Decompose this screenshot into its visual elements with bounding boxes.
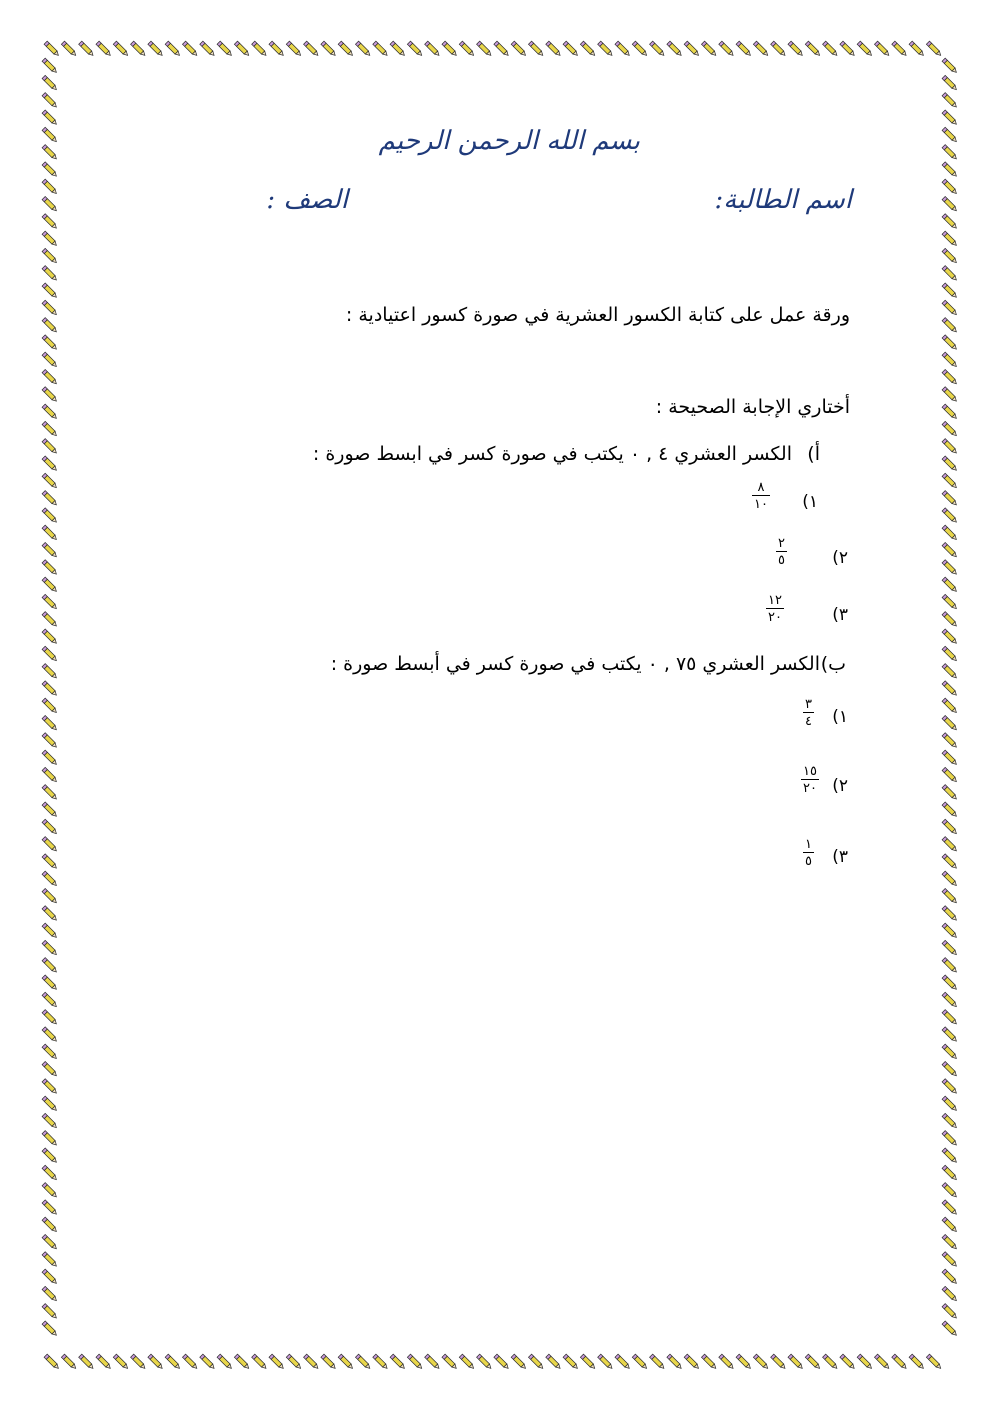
fraction-denominator: ٥ (778, 553, 785, 568)
pencil-icon (942, 369, 958, 385)
pencil-icon (942, 196, 958, 212)
pencil-icon (234, 1354, 250, 1370)
option-label: ١) (832, 707, 848, 727)
pencil-icon (701, 1354, 717, 1370)
pencil-icon (42, 58, 58, 74)
pencil-icon (942, 923, 958, 939)
pencil-icon (546, 1354, 562, 1370)
pencil-icon (942, 318, 958, 334)
pencil-icon (338, 41, 354, 57)
pencil-icon (42, 1304, 58, 1320)
pencil-icon (942, 992, 958, 1008)
pencil-icon (286, 1354, 302, 1370)
pencil-icon (874, 1354, 890, 1370)
pencil-icon (113, 41, 129, 57)
pencil-icon (942, 508, 958, 524)
pencil-icon (892, 41, 908, 57)
pencil-icon (42, 127, 58, 143)
pencil-icon (942, 785, 958, 801)
pencil-icon (131, 41, 147, 57)
pencil-icon (304, 1354, 320, 1370)
pencil-icon (667, 1354, 683, 1370)
pencil-icon (42, 456, 58, 472)
pencil-icon (942, 888, 958, 904)
pencil-icon (942, 542, 958, 558)
pencil-icon (42, 733, 58, 749)
pencil-icon (942, 1061, 958, 1077)
pencil-icon (942, 179, 958, 195)
pencil-icon (511, 1354, 527, 1370)
pencil-icon (942, 1200, 958, 1216)
pencil-icon (442, 1354, 458, 1370)
pencil-icon (373, 41, 389, 57)
pencil-icon (42, 1165, 58, 1181)
pencil-icon (113, 1354, 129, 1370)
pencil-icon (42, 560, 58, 576)
pencil-icon (42, 1234, 58, 1250)
pencil-icon (942, 421, 958, 437)
pencil-icon (42, 231, 58, 247)
pencil-icon (494, 1354, 510, 1370)
fraction-denominator: ٢٠ (803, 781, 817, 796)
pencil-icon (736, 41, 752, 57)
pencil-icon (44, 1354, 60, 1370)
fraction (776, 537, 787, 567)
pencil-icon (42, 404, 58, 420)
pencil-icon (42, 283, 58, 299)
pencil-icon (942, 975, 958, 991)
pencil-icon (942, 145, 958, 161)
question-b-marker: ب) (820, 653, 846, 675)
pencil-icon (338, 1354, 354, 1370)
pencil-icon (42, 975, 58, 991)
pencil-icon (425, 1354, 441, 1370)
pencil-icon (942, 1252, 958, 1268)
pencil-icon (909, 1354, 925, 1370)
fraction (803, 698, 814, 728)
pencil-icon (42, 93, 58, 109)
fraction-denominator: ٢٠ (768, 610, 782, 625)
pencil-icon (286, 41, 302, 57)
pencil-icon (942, 491, 958, 507)
pencil-icon (942, 958, 958, 974)
pencil-icon (857, 1354, 873, 1370)
pencil-icon (42, 1131, 58, 1147)
pencil-icon (942, 387, 958, 403)
pencil-icon (942, 1079, 958, 1095)
pencil-icon (942, 248, 958, 264)
pencil-icon (942, 1217, 958, 1233)
pencil-icon (942, 1113, 958, 1129)
pencil-icon (942, 231, 958, 247)
pencil-icon (942, 300, 958, 316)
pencil-icon (96, 41, 112, 57)
pencil-icon (355, 41, 371, 57)
pencil-icon (563, 41, 579, 57)
question-b-text: الكسر العشري ٧٥ , ٠ يكتب في صورة كسر في أبسط صورة : (330, 653, 820, 675)
pencil-icon (459, 41, 475, 57)
pencil-icon (165, 1354, 181, 1370)
pencil-icon (942, 1027, 958, 1043)
fraction-bar (803, 712, 814, 713)
pencil-icon (942, 802, 958, 818)
pencil-icon (96, 1354, 112, 1370)
pencil-icon (42, 508, 58, 524)
pencil-icon (42, 767, 58, 783)
pencil-icon (42, 1096, 58, 1112)
pencil-icon (615, 41, 631, 57)
pencil-icon (684, 41, 700, 57)
pencil-icon (942, 1148, 958, 1164)
pencil-icon (61, 41, 77, 57)
pencil-icon (42, 958, 58, 974)
pencil-icon (942, 1010, 958, 1026)
pencil-icon (942, 404, 958, 420)
pencil-icon (942, 1304, 958, 1320)
pencil-icon (42, 923, 58, 939)
pencil-icon (42, 750, 58, 766)
fraction-bar (801, 779, 819, 780)
option-label: ٣) (832, 847, 848, 867)
pencil-icon (942, 1096, 958, 1112)
pencil-icon (42, 1269, 58, 1285)
pencil-icon (840, 1354, 856, 1370)
pencil-icon (942, 352, 958, 368)
fraction-numerator: ١ (805, 837, 812, 852)
pencil-icon (42, 352, 58, 368)
fraction-bar (776, 551, 787, 552)
pencil-icon (42, 612, 58, 628)
pencil-icon (234, 41, 250, 57)
pencil-icon (771, 41, 787, 57)
pencil-icon (823, 1354, 839, 1370)
pencil-icon (42, 1200, 58, 1216)
pencil-icon (771, 1354, 787, 1370)
pencil-icon (942, 594, 958, 610)
pencil-icon (269, 1354, 285, 1370)
pencil-icon (942, 1131, 958, 1147)
pencil-icon (42, 577, 58, 593)
pencil-icon (942, 560, 958, 576)
pencil-icon (42, 940, 58, 956)
pencil-icon (942, 664, 958, 680)
pencil-icon (942, 733, 958, 749)
pencil-icon (42, 525, 58, 541)
class-label: الصف : (266, 185, 348, 215)
pencil-icon (42, 369, 58, 385)
fraction-bar (766, 608, 784, 609)
fraction (766, 594, 784, 624)
fraction-bar (752, 495, 770, 496)
pencil-icon (926, 1354, 942, 1370)
pencil-icon (753, 1354, 769, 1370)
pencil-icon (563, 1354, 579, 1370)
option-label: ٣) (832, 605, 848, 625)
pencil-icon (942, 456, 958, 472)
pencil-icon (494, 41, 510, 57)
fraction-bar (803, 852, 814, 853)
worksheet-title: ورقة عمل على كتابة الكسور العشرية في صورة كسور اعتيادية : (345, 304, 850, 326)
pencil-icon (321, 41, 337, 57)
pencil-icon (42, 110, 58, 126)
pencil-icon (148, 41, 164, 57)
question-a-marker: أ) (807, 443, 820, 465)
pencil-icon (42, 300, 58, 316)
pencil-icon (165, 41, 181, 57)
pencil-icon (874, 41, 890, 57)
pencil-icon (42, 248, 58, 264)
pencil-icon (42, 664, 58, 680)
pencil-icon (667, 41, 683, 57)
pencil-icon (736, 1354, 752, 1370)
pencil-icon (942, 715, 958, 731)
pencil-icon (182, 1354, 198, 1370)
pencil-icon (823, 41, 839, 57)
pencil-icon (701, 41, 717, 57)
pencil-icon (390, 1354, 406, 1370)
pencil-icon (42, 1079, 58, 1095)
pencil-icon (42, 473, 58, 489)
pencil-icon (42, 1010, 58, 1026)
fraction-denominator: ١٠ (754, 497, 768, 512)
pencil-icon (42, 179, 58, 195)
option-label: ٢) (832, 776, 848, 796)
pencil-icon (719, 1354, 735, 1370)
pencil-icon (42, 992, 58, 1008)
pencil-icon (42, 715, 58, 731)
pencil-icon (459, 1354, 475, 1370)
pencil-icon (182, 41, 198, 57)
basmala: بسم الله الرحمن الرحيم (378, 126, 640, 156)
pencil-icon (892, 1354, 908, 1370)
pencil-icon (148, 1354, 164, 1370)
fraction-numerator: ١٢ (768, 593, 782, 608)
pencil-icon (942, 1183, 958, 1199)
pencil-icon (200, 41, 216, 57)
pencil-icon (252, 41, 268, 57)
pencil-icon (857, 41, 873, 57)
pencil-icon (42, 906, 58, 922)
pencil-icon (942, 698, 958, 714)
pencil-icon (942, 577, 958, 593)
pencil-icon (926, 41, 942, 57)
pencil-icon (650, 41, 666, 57)
pencil-icon (942, 871, 958, 887)
pencil-icon (942, 629, 958, 645)
pencil-icon (942, 837, 958, 853)
pencil-icon (942, 127, 958, 143)
pencil-icon (805, 41, 821, 57)
pencil-icon (805, 1354, 821, 1370)
pencil-icon (719, 41, 735, 57)
pencil-icon (942, 1234, 958, 1250)
pencil-icon (42, 439, 58, 455)
pencil-icon (528, 41, 544, 57)
pencil-icon (511, 41, 527, 57)
pencil-icon (942, 58, 958, 74)
pencil-icon (42, 387, 58, 403)
pencil-icon (942, 1286, 958, 1302)
pencil-icon (42, 802, 58, 818)
pencil-icon (42, 1286, 58, 1302)
pencil-icon (79, 41, 95, 57)
pencil-icon (42, 698, 58, 714)
fraction-numerator: ١٥ (803, 764, 817, 779)
fraction (752, 481, 770, 511)
pencil-icon (942, 1044, 958, 1060)
pencil-icon (942, 906, 958, 922)
fraction-numerator: ٨ (757, 480, 765, 495)
pencil-icon (42, 854, 58, 870)
pencil-icon (942, 646, 958, 662)
pencil-icon (546, 41, 562, 57)
pencil-icon (79, 1354, 95, 1370)
pencil-icon (42, 318, 58, 334)
pencil-icon (788, 41, 804, 57)
pencil-icon (788, 1354, 804, 1370)
pencil-icon (477, 1354, 493, 1370)
pencil-icon (942, 283, 958, 299)
pencil-icon (598, 1354, 614, 1370)
pencil-icon (217, 41, 233, 57)
pencil-icon (42, 646, 58, 662)
pencil-icon (942, 1165, 958, 1181)
pencil-icon (42, 888, 58, 904)
instruction: أختاري الإجابة الصحيحة : (655, 396, 850, 418)
pencil-icon (42, 214, 58, 230)
pencil-icon (42, 837, 58, 853)
pencil-icon (942, 335, 958, 351)
pencil-icon (42, 196, 58, 212)
pencil-icon (942, 110, 958, 126)
pencil-icon (42, 266, 58, 282)
pencil-icon (269, 41, 285, 57)
pencil-icon (42, 681, 58, 697)
pencil-icon (942, 93, 958, 109)
pencil-icon (42, 1113, 58, 1129)
option-label: ١) (802, 492, 818, 512)
pencil-icon (304, 41, 320, 57)
fraction (801, 765, 819, 795)
pencil-icon (42, 1148, 58, 1164)
fraction (803, 838, 814, 868)
pencil-icon (42, 162, 58, 178)
pencil-icon (942, 940, 958, 956)
pencil-icon (42, 335, 58, 351)
pencil-icon (373, 1354, 389, 1370)
pencil-icon (942, 75, 958, 91)
pencil-icon (407, 41, 423, 57)
pencil-icon (42, 629, 58, 645)
pencil-icon (42, 1252, 58, 1268)
pencil-icon (598, 41, 614, 57)
student-name-label: اسم الطالبة: (714, 185, 852, 215)
pencil-icon (42, 1027, 58, 1043)
pencil-icon (840, 41, 856, 57)
pencil-icon (942, 162, 958, 178)
pencil-icon (42, 542, 58, 558)
pencil-icon (42, 785, 58, 801)
pencil-icon (753, 41, 769, 57)
option-label: ٢) (832, 548, 848, 568)
fraction-denominator: ٥ (805, 854, 812, 869)
fraction-numerator: ٢ (778, 536, 785, 551)
pencil-icon (42, 145, 58, 161)
pencil-icon (407, 1354, 423, 1370)
pencil-icon (321, 1354, 337, 1370)
pencil-icon (42, 75, 58, 91)
pencil-icon (942, 214, 958, 230)
pencil-icon (942, 767, 958, 783)
pencil-icon (650, 1354, 666, 1370)
pencil-icon (42, 871, 58, 887)
pencil-icon (632, 41, 648, 57)
pencil-icon (477, 41, 493, 57)
pencil-icon (580, 41, 596, 57)
fraction-denominator: ٤ (805, 714, 812, 729)
pencil-icon (580, 1354, 596, 1370)
pencil-icon (528, 1354, 544, 1370)
pencil-icon (217, 1354, 233, 1370)
pencil-icon (42, 819, 58, 835)
pencil-icon (942, 750, 958, 766)
pencil-icon (42, 1183, 58, 1199)
pencil-icon (942, 1269, 958, 1285)
pencil-icon (42, 491, 58, 507)
pencil-icon (684, 1354, 700, 1370)
pencil-icon (42, 1217, 58, 1233)
fraction-numerator: ٣ (805, 697, 812, 712)
pencil-icon (42, 1061, 58, 1077)
pencil-icon (632, 1354, 648, 1370)
pencil-icon (909, 41, 925, 57)
pencil-icon (44, 41, 60, 57)
pencil-icon (42, 594, 58, 610)
pencil-icon (942, 1321, 958, 1337)
pencil-icon (131, 1354, 147, 1370)
pencil-icon (252, 1354, 268, 1370)
pencil-icon (200, 1354, 216, 1370)
pencil-icon (42, 1044, 58, 1060)
pencil-icon (42, 421, 58, 437)
pencil-icon (425, 41, 441, 57)
pencil-icon (942, 266, 958, 282)
pencil-icon (442, 41, 458, 57)
pencil-icon (42, 1321, 58, 1337)
question-a-text: الكسر العشري ٤ , ٠ يكتب في صورة كسر في ابسط صورة : (312, 443, 792, 465)
pencil-icon (942, 439, 958, 455)
pencil-icon (942, 473, 958, 489)
pencil-icon (355, 1354, 371, 1370)
pencil-icon (390, 41, 406, 57)
pencil-icon (942, 819, 958, 835)
pencil-icon (61, 1354, 77, 1370)
pencil-icon (942, 681, 958, 697)
pencil-icon (942, 612, 958, 628)
pencil-icon (942, 854, 958, 870)
pencil-icon (615, 1354, 631, 1370)
pencil-icon (942, 525, 958, 541)
